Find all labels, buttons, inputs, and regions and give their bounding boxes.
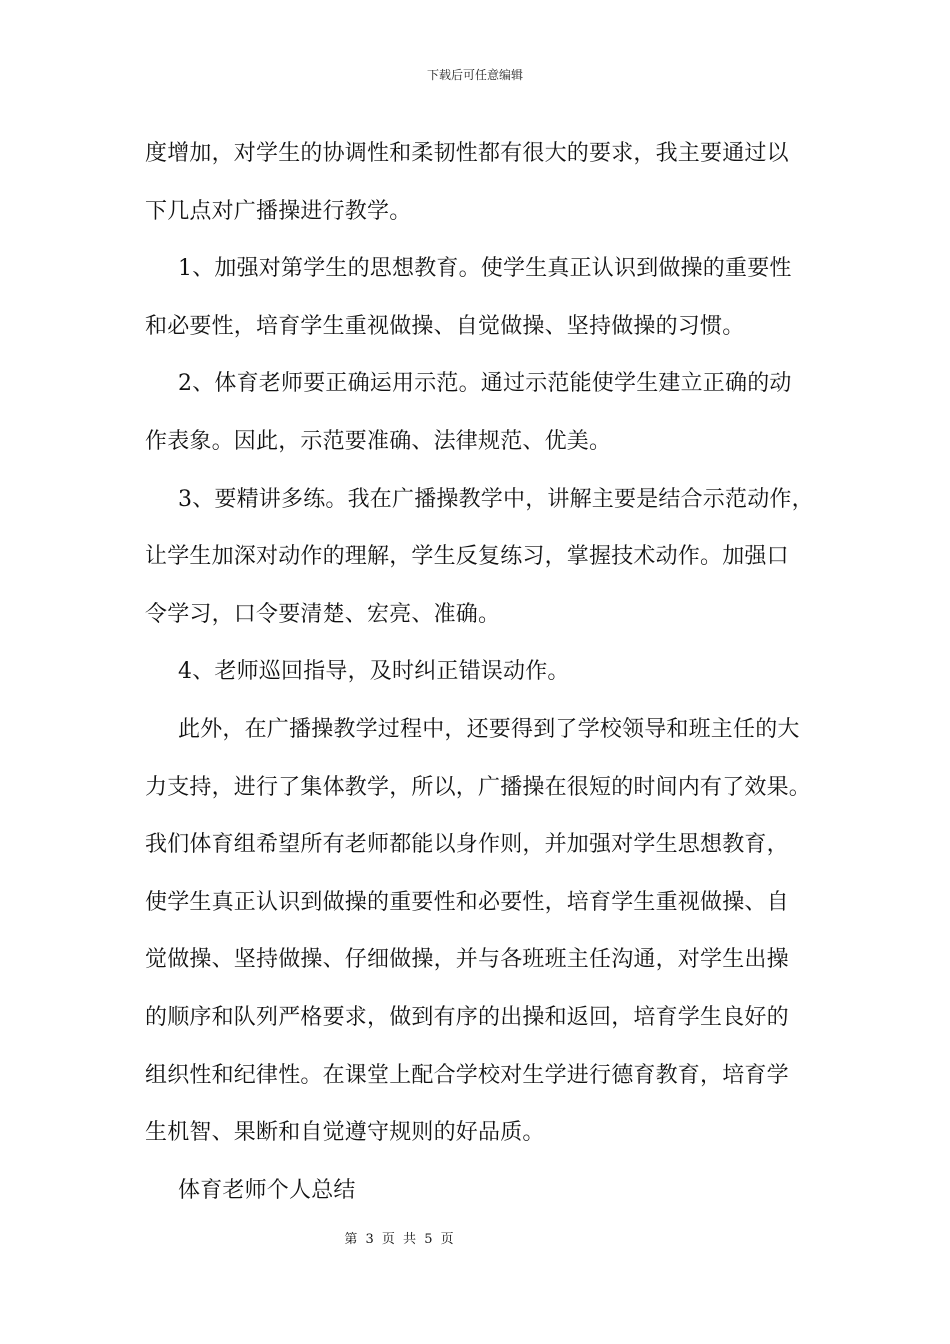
text-line: 此外，在广播操教学过程中，还要得到了学校领导和班主任的大 <box>178 716 800 742</box>
text-line: 我们体育组希望所有老师都能以身作则，并加强对学生思想教育， <box>145 832 789 858</box>
text-line: 3、要精讲多练。我在广播操教学中，讲解主要是结合示范动作， <box>178 486 814 512</box>
text-line: 下几点对广播操进行教学。 <box>145 198 412 224</box>
text-line: 和必要性，培育学生重视做操、自觉做操、坚持做操的习惯。 <box>145 313 745 339</box>
text-line: 使学生真正认识到做操的重要性和必要性，培育学生重视做操、自 <box>145 889 789 915</box>
text-line: 的顺序和队列严格要求，做到有序的出操和返回，培育学生良好的 <box>145 1004 789 1030</box>
section-title: 体育老师个人总结 <box>178 1177 356 1203</box>
text-line: 2、体育老师要正确运用示范。通过示范能使学生建立正确的动 <box>178 371 792 397</box>
text-line: 让学生加深对动作的理解，学生反复练习，掌握技术动作。加强口 <box>145 544 789 570</box>
page-footer: 第 3 页 共 5 页 <box>344 1232 456 1247</box>
text-line: 1、加强对第学生的思想教育。使学生真正认识到做操的重要性 <box>178 256 792 282</box>
page-header: 下载后可任意编辑 <box>426 68 523 82</box>
text-line: 觉做操、坚持做操、仔细做操，并与各班班主任沟通，对学生出操 <box>145 947 789 973</box>
text-line: 力支持，进行了集体教学，所以，广播操在很短的时间内有了效果。 <box>145 774 812 800</box>
text-line: 生机智、果断和自觉遵守规则的好品质。 <box>145 1120 545 1146</box>
text-line: 组织性和纪律性。在课堂上配合学校对生学进行德育教育，培育学 <box>145 1062 789 1088</box>
text-line: 4、老师巡回指导，及时纠正错误动作。 <box>178 659 570 685</box>
text-line: 度增加，对学生的协调性和柔韧性都有很大的要求，我主要通过以 <box>145 141 789 166</box>
text-line: 作表象。因此，示范要准确、法律规范、优美。 <box>145 428 612 454</box>
document-body <box>145 125 820 1219</box>
text-line: 令学习，口令要清楚、宏亮、准确。 <box>145 601 501 627</box>
